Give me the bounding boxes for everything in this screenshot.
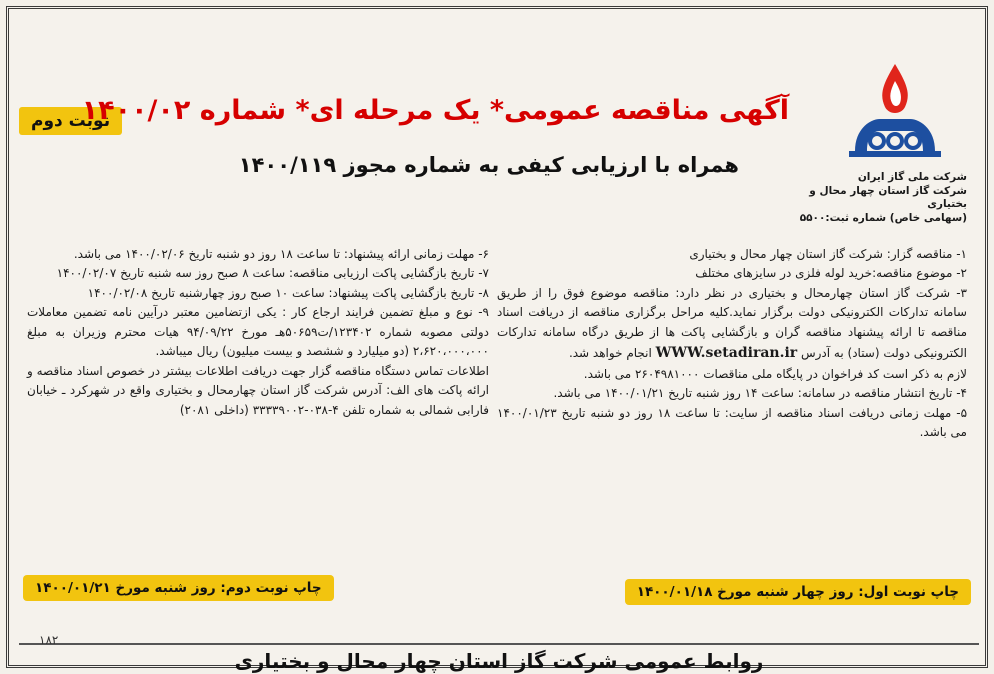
print-second-date: چاپ نوبت دوم: روز شنبه مورخ ۱۴۰۰/۰۱/۲۱: [23, 575, 334, 601]
page-number: ۱۸۲: [39, 633, 59, 647]
nigc-flame-logo-icon: [835, 59, 955, 169]
contact-info: اطلاعات تماس دستگاه مناقصه گزار جهت دریافت اطلاعات بیشتر در خصوص اسناد مناقصه و ارائه پاکت های الف: آدرس شرکت گاز استان چهارمحال و بختیاری واقع در شهرکرد ـ خیابان فارابی شمالی به شماره تلفن ۴-۰۳۸-۳۳۳۳۹۰۰۲ (داخلی ۲۰۸۱): [27, 363, 489, 417]
footer-public-relations: روابط عمومی شرکت گاز استان چهار محال و بختیاری: [234, 649, 764, 673]
company-name: شرکت ملی گاز ایران: [857, 171, 967, 183]
item-3: [497, 284, 967, 365]
page-subtitle: همراه با ارزیابی کیفی به شماره مجوز ۱۴۰۰/۱۱۹: [238, 153, 739, 177]
item-4: ۴- تاریخ انتشار مناقصه در سامانه: ساعت ۱۴ روز شنبه تاریخ ۱۴۰۰/۰۱/۲۱ می باشد.: [553, 386, 967, 401]
setadiran-link[interactable]: WWW.setadiran.ir: [655, 345, 798, 362]
footer-divider: [19, 643, 979, 645]
item-3-text: ۳- شرکت گاز استان چهارمحال و بختیاری در نظر دارد: مناقصه موضوع فوق را از طریق سامانه تدارکات الکترونیکی دولت برگزار نماید.کلیه مراحل برگزاری مناقصه از دریافت اسناد مناقصه تا ارائه پیشنهاد مناقصه گران و بازگشایی پاکت ها از طریق درگاه سامانه تدارکات الکترونیکی دولت (ستاد) به آدرس: [497, 285, 967, 361]
right-column: [497, 245, 967, 443]
advertisement-page: [6, 6, 988, 673]
round-badge: نوبت دوم: [19, 107, 122, 135]
print-first-date: چاپ نوبت اول: روز چهار شنبه مورخ ۱۴۰۰/۰۱/۱۸: [625, 579, 971, 605]
left-column: [27, 245, 489, 420]
item-6: ۶- مهلت زمانی ارائه پیشنهاد: تا ساعت ۱۸ روز دو شنبه تاریخ ۱۴۰۰/۰۲/۰۶ می باشد.: [73, 247, 489, 261]
item-2: ۲- موضوع مناقصه:خرید لوله فلزی در سایزهای مختلف: [695, 266, 967, 281]
item-5: ۵- مهلت زمانی دریافت اسناد مناقصه از سایت: تا ساعت ۱۸ روز دو شنبه تاریخ ۱۴۰۰/۰۱/۲۳ می باشد.: [497, 405, 968, 440]
company-info: [797, 171, 967, 226]
item-1: ۱- مناقصه گزار: شرکت گاز استان چهار محال و بختیاری: [689, 247, 967, 261]
page-title: آگهی مناقصه عمومی* یک مرحله ای* شماره ۱۴۰۰/۰۲: [81, 95, 789, 126]
item-8: ۸- تاریخ بازگشایی پاکت پیشنهاد: ساعت ۱۰ صبح روز چهارشنبه تاریخ ۱۴۰۰/۰۲/۰۸: [87, 285, 489, 300]
item-3-end: انجام خواهد شد.: [568, 346, 652, 361]
company-branch: شرکت گاز استان چهار محال و بختیاری: [809, 184, 967, 211]
company-registration: (سهامی خاص) شماره ثبت:۵۵۰۰: [799, 211, 967, 224]
item-7: ۷- تاریخ بازگشایی پاکت ارزیابی مناقصه: ساعت ۸ صبح روز سه شنبه تاریخ ۱۴۰۰/۰۲/۰۷: [56, 266, 489, 281]
call-code-note: لازم به ذکر است کد فراخوان در پایگاه ملی مناقصات ۲۶۰۴۹۸۱۰۰۰ می باشد.: [583, 366, 967, 381]
item-9: ۹- نوع و مبلغ تضمین فرایند ارجاع کار : یکی ازتضامین معتبر درآیین نامه تضمین معاملات دولتی مصوبه شماره ۱۲۳۴۰۲/ت۵۰۶۵۹هـ مورخ ۹۴/۰۹/۲۲ هیات محترم وزیران به مبلغ ۲،۶۲۰،۰۰۰،۰۰۰ (دو میلیارد و ششصد و بیست میلیون) ریال میباشد.: [27, 305, 489, 359]
